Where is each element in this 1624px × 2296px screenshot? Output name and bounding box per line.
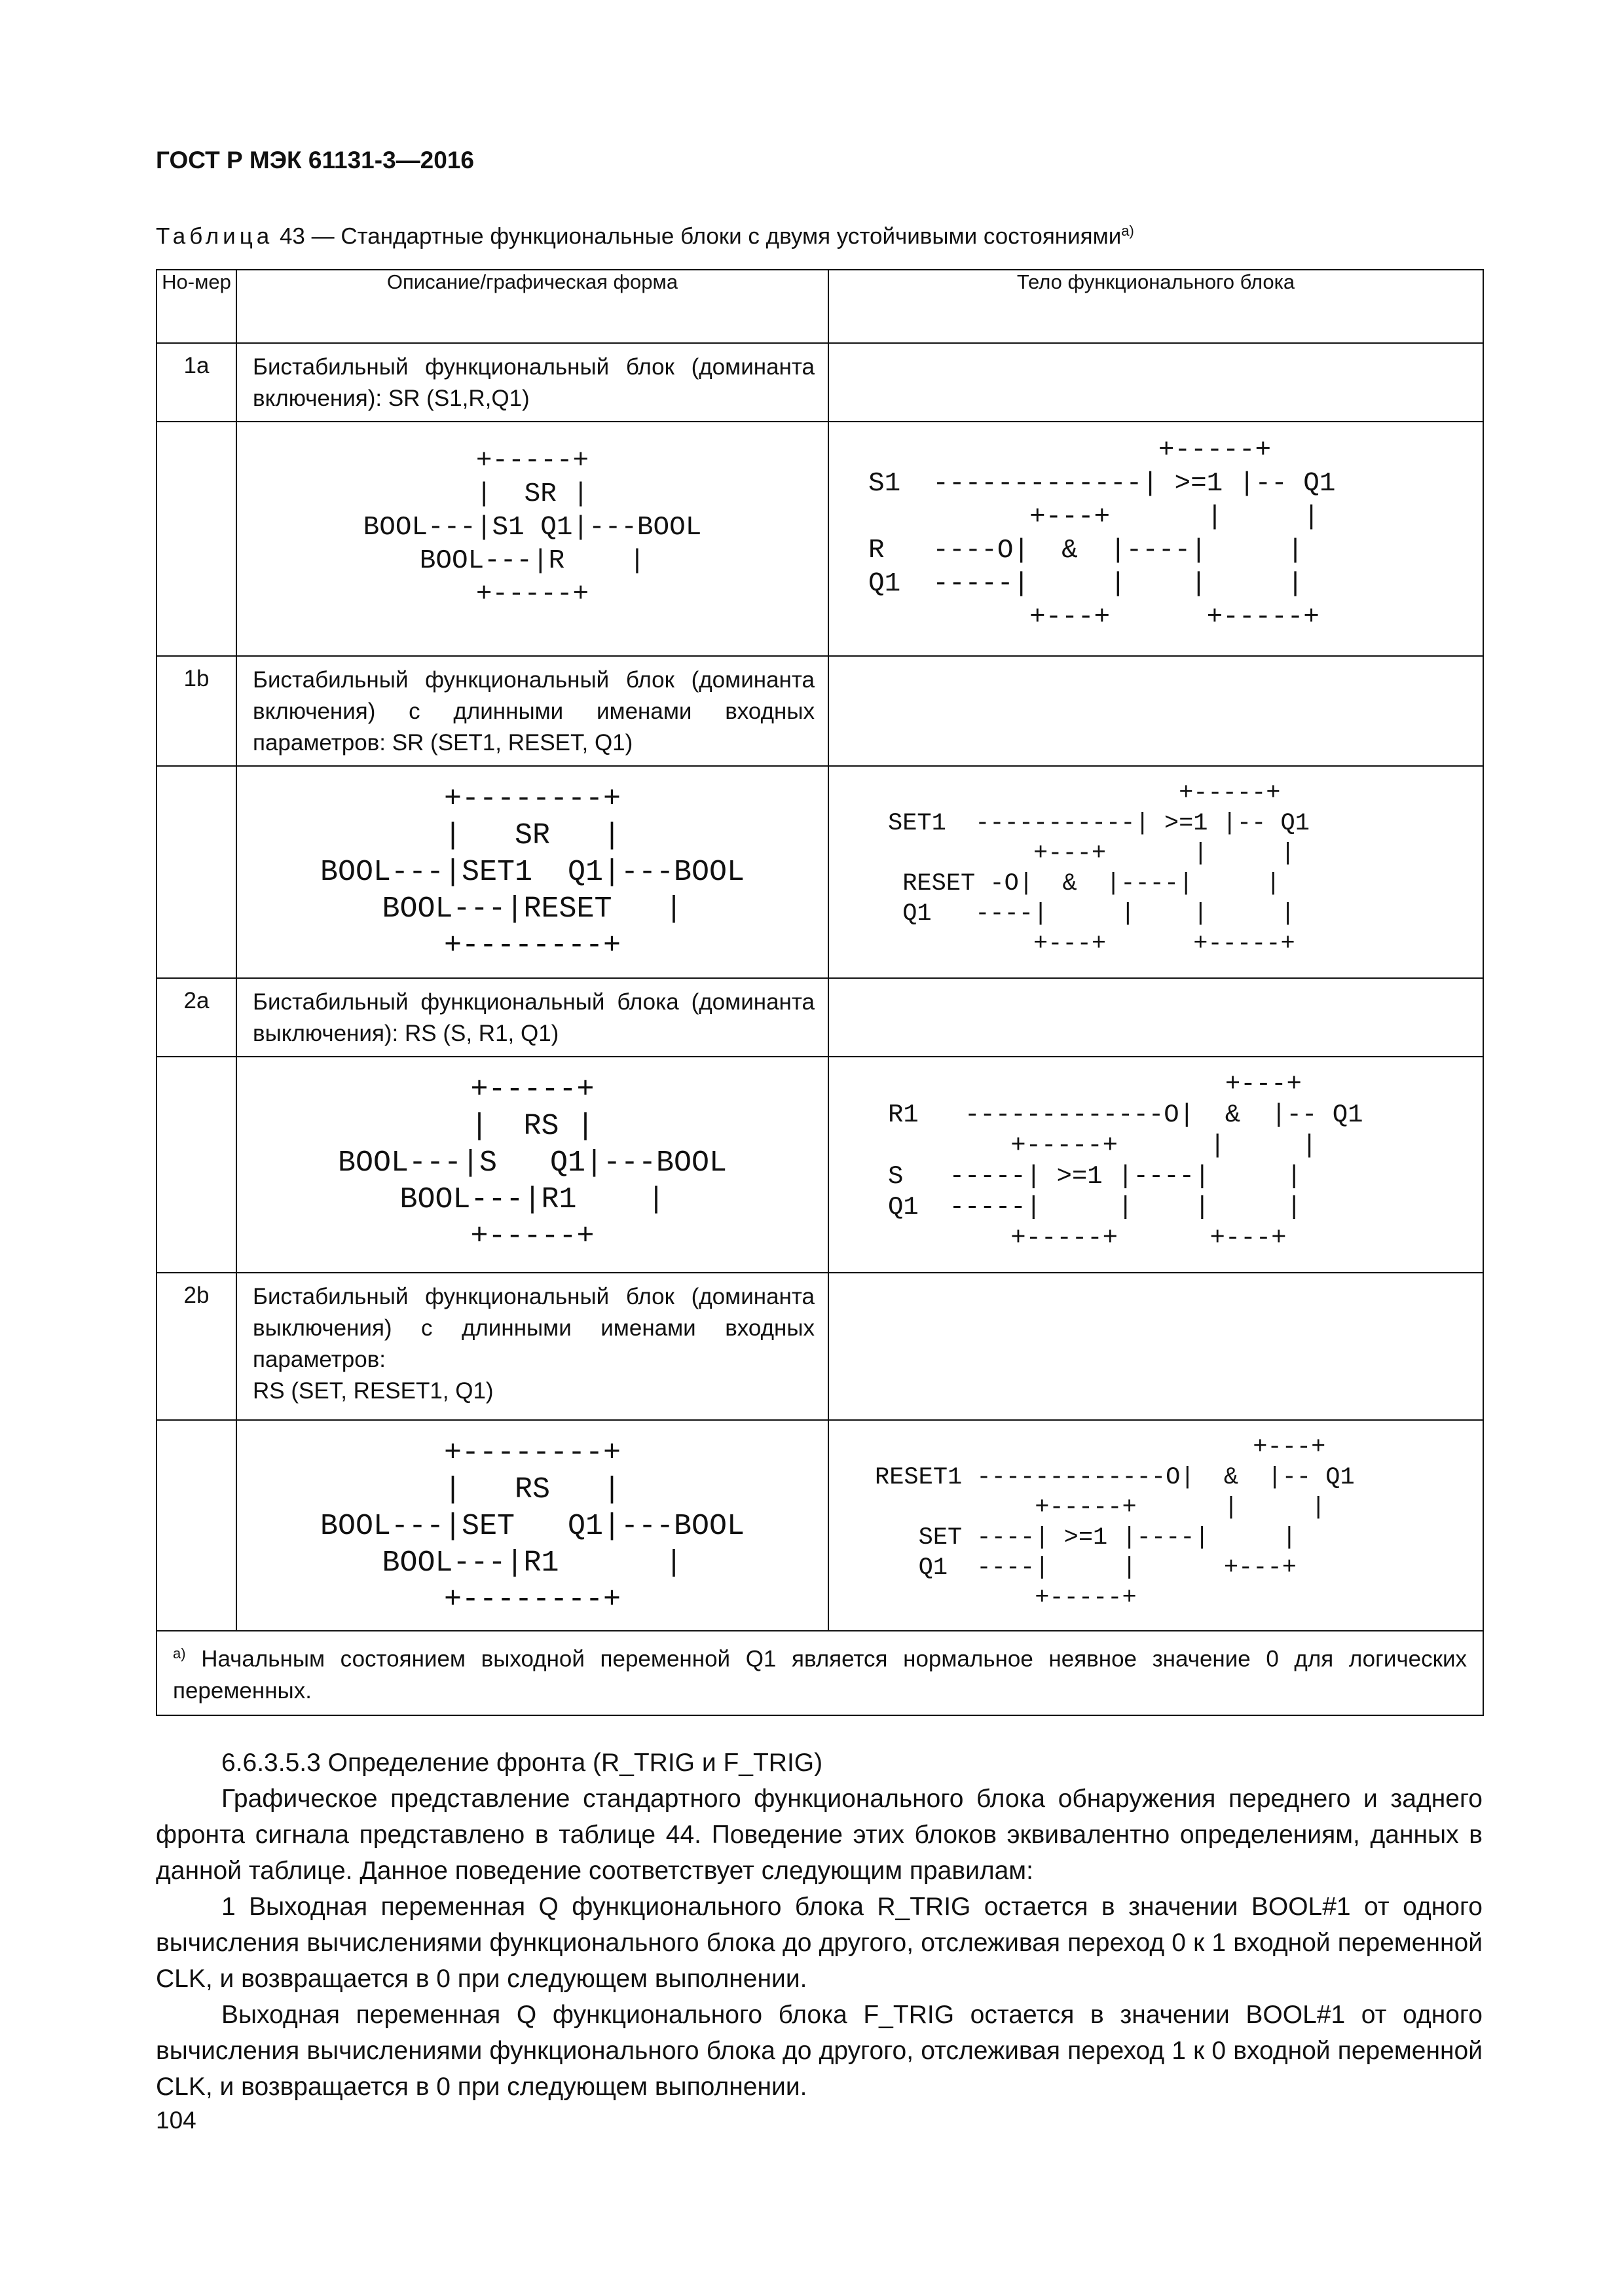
table-row-2a-diagrams xyxy=(157,1057,1483,1273)
row-description: Бистабильный функциональный блок (доминанта включения) с длинными именами входных параметров: SR (SET1, RESET, Q1) xyxy=(236,656,828,766)
table-row-2b-text xyxy=(157,1273,1483,1420)
document-header: ГОСТ Р МЭК 61131-3—2016 xyxy=(156,147,474,173)
table-row-1a-text xyxy=(157,343,1483,422)
function-body-rs: +---+ R1 -------------O| & |-- Q1 +-----+ | | S -----| >=1 |----| | Q1 -----| | | | +-----+ +---+ xyxy=(888,1070,1363,1252)
column-header-description: Описание/графическая форма xyxy=(236,270,828,343)
column-header-number: Но-мер xyxy=(157,270,236,343)
row-number: 2a xyxy=(157,978,236,1057)
paragraph: Выходная переменная Q функционального блока F_TRIG остается в значении BOOL#1 от одного вычисления вычислениями функционального блока до другого, отслеживая переход 1 к 0 входной переменной CLK, и возвращается в 0 при следующем выполнении. xyxy=(156,2001,1483,2101)
function-body-cell xyxy=(828,422,1483,656)
function-body-cell xyxy=(828,1057,1483,1273)
table-row-1b-diagrams xyxy=(157,766,1483,978)
caption-number: 43 xyxy=(279,223,305,249)
function-body-sr-long: +-----+ SET1 -----------| >=1 |-- Q1 +---+ | | RESET -O| & |----| | Q1 ----| | | | +---+ +-----+ xyxy=(888,780,1310,958)
graphic-form-rs-long: +--------+ | RS | BOOL---|SET Q1|---BOOL BOOL---|R1 | +--------+ xyxy=(320,1436,745,1616)
empty-cell xyxy=(157,422,236,656)
empty-cell xyxy=(157,1420,236,1631)
empty-cell xyxy=(828,1273,1483,1420)
caption-note-mark: a) xyxy=(1121,223,1134,239)
row-number: 2b xyxy=(157,1273,236,1420)
row-description-line: Бистабильный функциональный блок (доминанта выключения) с длинными именами входных параметров: xyxy=(253,1284,815,1372)
paragraph: 1 Выходная переменная Q функционального блока R_TRIG остается в значении BOOL#1 от одного вычисления вычислениями функционального блока до другого, отслеживая переход 0 к 1 входной переменной CLK, и возвращается в 0 при следующем выполнении. xyxy=(156,1893,1483,1993)
graphic-form-sr-long: +--------+ | SR | BOOL---|SET1 Q1|---BOOL BOOL---|RESET | +--------+ xyxy=(320,782,745,962)
row-number: 1a xyxy=(157,343,236,422)
row-description xyxy=(236,1273,828,1420)
caption-label: Таблица xyxy=(156,223,274,249)
empty-cell xyxy=(828,978,1483,1057)
function-body-cell xyxy=(828,766,1483,978)
standard-bistable-table xyxy=(156,269,1484,1716)
graphic-form-sr: +-----+ | SR | BOOL---|S1 Q1|---BOOL BOOL---|R | +-----+ xyxy=(363,446,702,610)
graphic-form-cell xyxy=(236,422,828,656)
graphic-form-cell xyxy=(236,1057,828,1273)
graphic-form-cell xyxy=(236,1420,828,1631)
empty-cell xyxy=(828,656,1483,766)
row-number: 1b xyxy=(157,656,236,766)
table-header-row xyxy=(157,270,1483,343)
row-description: Бистабильный функциональный блок (доминанта включения): SR (S1,R,Q1) xyxy=(236,343,828,422)
row-description-line: RS (SET, RESET1, Q1) xyxy=(253,1378,494,1404)
graphic-form-rs: +-----+ | RS | BOOL---|S Q1|---BOOL BOOL---|R1 | +-----+ xyxy=(337,1073,728,1253)
table-row-1b-text xyxy=(157,656,1483,766)
table-row-2a-text xyxy=(157,978,1483,1057)
column-header-body: Тело функционального блока xyxy=(828,270,1483,343)
paragraph: Графическое представление стандартного функционального блока обнаружения переднего и заднего фронта сигнала представлено в таблице 44. Поведение этих блоков эквивалентно определениям, данных в данной таблице. Данное поведение соответствует следующим правилам: xyxy=(156,1785,1483,1885)
table-footnote-row xyxy=(157,1631,1483,1715)
table-caption xyxy=(156,223,1134,250)
section-title: 6.6.3.5.3 Определение фронта (R_TRIG и F_TRIG) xyxy=(221,1749,823,1777)
empty-cell xyxy=(828,343,1483,422)
footnote-mark: a) xyxy=(173,1645,186,1662)
empty-cell xyxy=(157,766,236,978)
caption-text: — Стандартные функциональные блоки с двумя устойчивыми состояниями xyxy=(311,223,1122,249)
function-body-rs-long: +---+ RESET1 -------------O| & |-- Q1 +-----+ | | SET ----| >=1 |----| | Q1 ----| | +---+ +-----+ xyxy=(875,1434,1355,1612)
graphic-form-cell xyxy=(236,766,828,978)
table-footnote xyxy=(157,1631,1483,1715)
function-body-sr: +-----+ S1 -------------| >=1 |-- Q1 +---+ | | R ----O| & |----| | Q1 -----| | | | +---+ +-----+ xyxy=(868,435,1336,632)
page-number: 104 xyxy=(156,2107,196,2134)
table-row-1a-diagrams xyxy=(157,422,1483,656)
row-description: Бистабильный функциональный блока (доминанта выключения): RS (S, R1, Q1) xyxy=(236,978,828,1057)
function-body-cell xyxy=(828,1420,1483,1631)
empty-cell xyxy=(157,1057,236,1273)
section-body xyxy=(156,1745,1483,2105)
table-row-2b-diagrams xyxy=(157,1420,1483,1631)
footnote-text: Начальным состоянием выходной переменной Q1 является нормальное неявное значение 0 для логических переменных. xyxy=(173,1646,1467,1704)
